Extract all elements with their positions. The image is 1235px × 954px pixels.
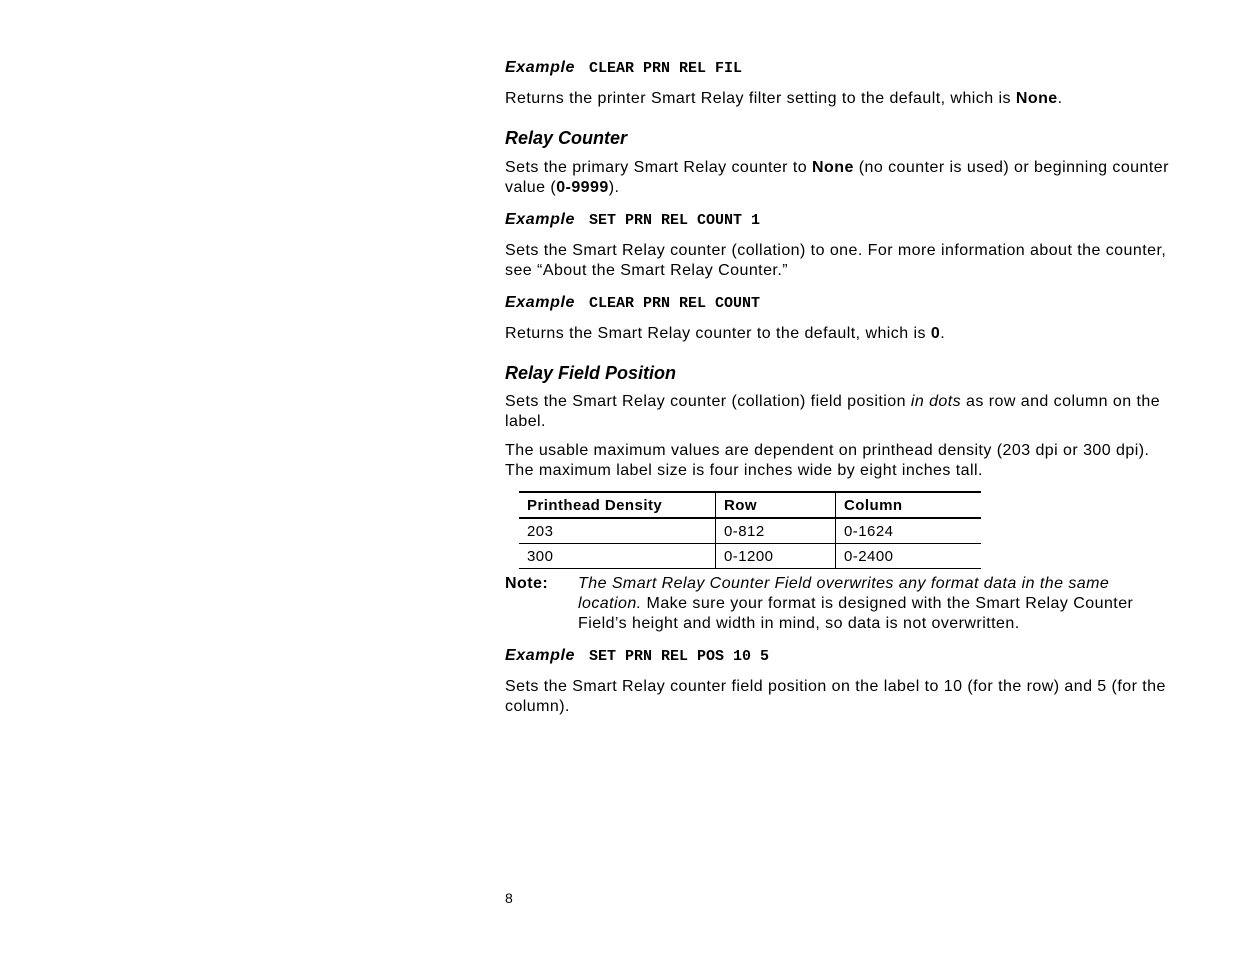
example-label: Example — [505, 294, 576, 311]
table-cell: 0-1624 — [836, 518, 982, 544]
table-cell: 203 — [519, 518, 716, 544]
table-cell: 0-1200 — [716, 544, 836, 569]
table-cell: 0-812 — [716, 518, 836, 544]
note-block — [505, 574, 1175, 634]
paragraph-position-example: Sets the Smart Relay counter field position on the label to 10 (for the row) and 5 (for the column). — [505, 678, 1166, 715]
column-header: Printhead Density — [519, 492, 716, 518]
document-page — [505, 58, 1175, 717]
table-row — [519, 518, 981, 544]
table-cell: 0-2400 — [836, 544, 982, 569]
example-label: Example — [505, 647, 576, 664]
paragraph-counter: Sets the primary Smart Relay counter to None (no counter is used) or beginning counter value (0-9999). — [505, 159, 1169, 196]
example-set-count — [505, 210, 1175, 231]
column-header: Row — [716, 492, 836, 518]
example-set-position — [505, 646, 1175, 667]
paragraph-count-default: Returns the Smart Relay counter to the default, which is 0. — [505, 325, 946, 342]
column-header: Column — [836, 492, 982, 518]
note-body: The Smart Relay Counter Field overwrites any format data in the same location. Make sure your format is designed with the Smart Relay Counter Field’s height and width in mind, so data is not overwritten. — [578, 575, 1134, 632]
example-label: Example — [505, 211, 576, 228]
heading-relay-counter: Relay Counter — [505, 128, 628, 148]
example-code: SET PRN REL POS 10 5 — [589, 648, 770, 665]
paragraph-max-values: The usable maximum values are dependent on printhead density (203 dpi or 300 dpi). The maximum label size is four inches wide by eight inches tall. — [505, 442, 1150, 479]
example-code: CLEAR PRN REL COUNT — [589, 295, 761, 312]
example-clear-count — [505, 293, 1175, 314]
page-number: 8 — [505, 890, 513, 906]
density-table — [519, 491, 981, 569]
example-code: CLEAR PRN REL FIL — [589, 60, 743, 77]
heading-field-position: Relay Field Position — [505, 363, 677, 383]
table-header-row — [519, 492, 981, 518]
paragraph-count-one: Sets the Smart Relay counter (collation) to one. For more information about the counter, see “About the Smart Relay Counter.” — [505, 242, 1167, 279]
example-code: SET PRN REL COUNT 1 — [589, 212, 761, 229]
table-cell: 300 — [519, 544, 716, 569]
table-row — [519, 544, 981, 569]
example-clear-filter — [505, 58, 1175, 79]
paragraph-position: Sets the Smart Relay counter (collation) field position in dots as row and column on the label. — [505, 393, 1161, 430]
note-label: Note: — [505, 575, 549, 592]
example-label: Example — [505, 59, 576, 76]
paragraph-filter-default: Returns the printer Smart Relay filter setting to the default, which is None. — [505, 90, 1063, 107]
